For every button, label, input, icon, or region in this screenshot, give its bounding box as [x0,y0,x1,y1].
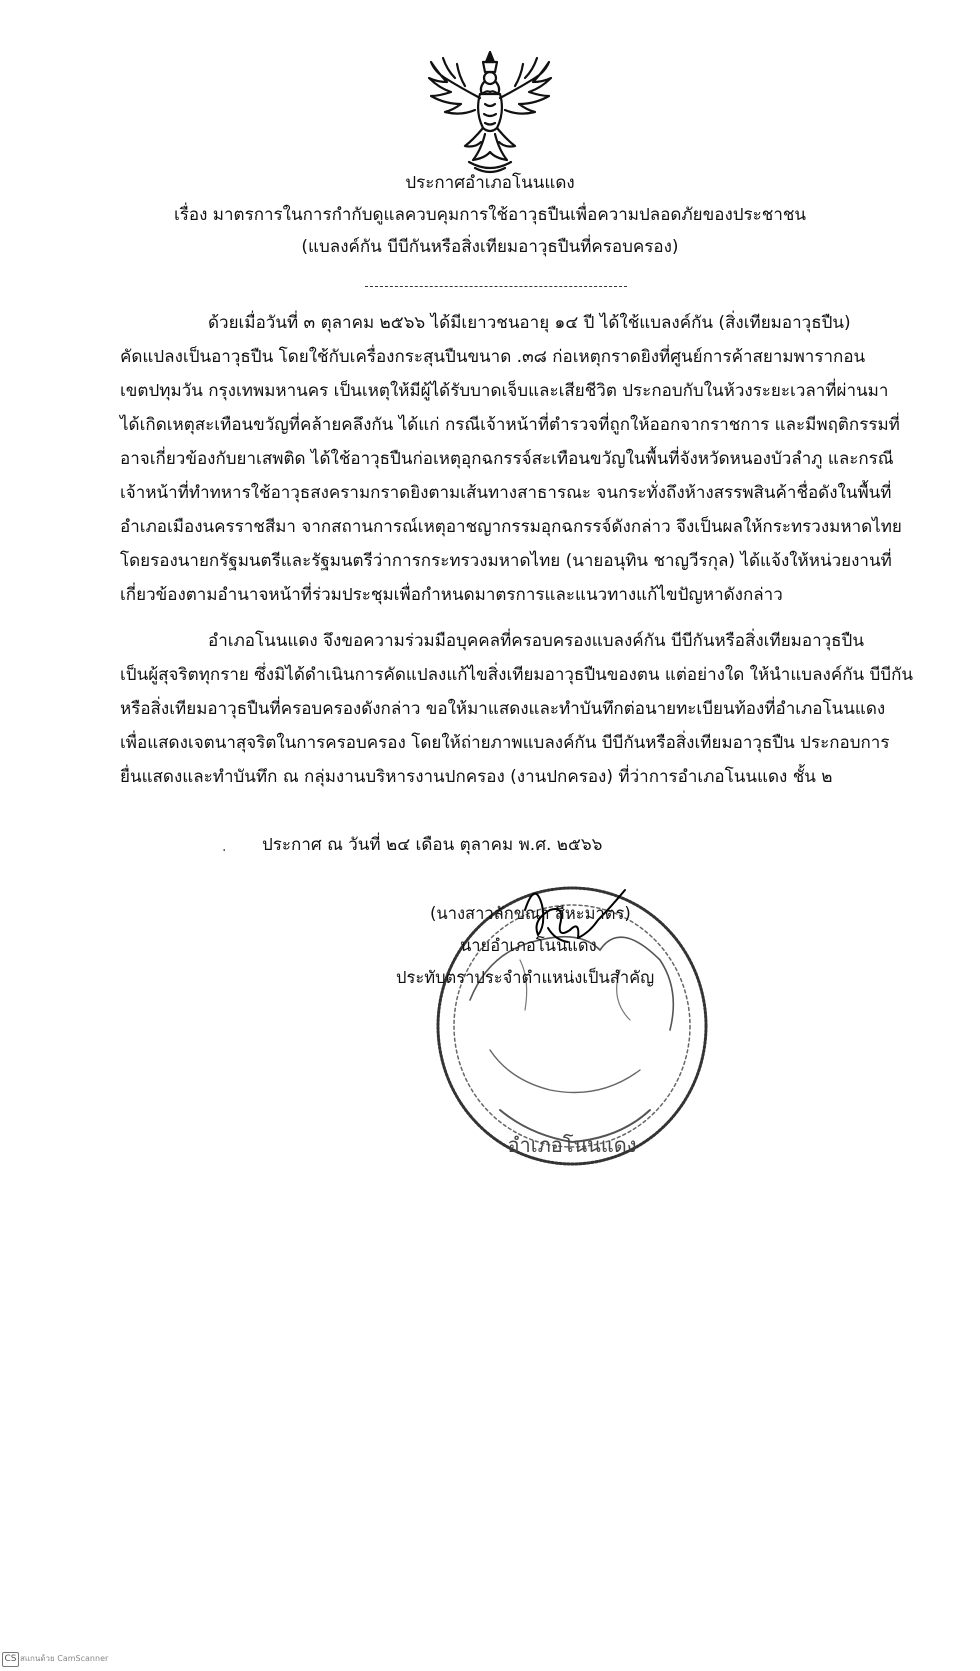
paragraph-line: อำเภอเมืองนครราชสีมา จากสถานการณ์เหตุอาชญากรรมอุกฉกรรจ์ดังกล่าว จึงเป็นผลให้กระทรวงมหาดไทย [120,517,902,537]
signatory-position: นายอำเภอโนนแดง [460,936,597,955]
paragraph-line: อำเภอโนนแดง จึงขอความร่วมมือบุคคลที่ครอบครองแบลงค์กัน บีบีกันหรือสิ่งเทียมอาวุธปืน [208,631,864,651]
paragraph-line: โดยรองนายกรัฐมนตรีและรัฐมนตรีว่าการกระทรวงมหาดไทย (นายอนุทิน ชาญวีรกุล) ได้แจ้งให้หน่วยงานที่ [120,551,892,571]
signatory-name: (นางสาวลักขณา สีหะมาตร) [430,904,631,923]
paragraph-line: ได้เกิดเหตุสะเทือนขวัญที่คล้ายคลึงกัน ได้แก่ กรณีเจ้าหน้าที่ตำรวจที่ถูกให้ออกจากราชการ และมีพฤติกรรมที่ [120,415,900,435]
paragraph-line: อาจเกี่ยวข้องกับยาเสพติด ได้ใช้อาวุธปืนก่อเหตุอุกฉกรรจ์สะเทือนขวัญในพื้นที่จังหวัดหนองบัวลำภู และกรณี [120,449,894,469]
document-title: ประกาศอำเภอโนนแดง [405,173,575,193]
paragraph-line: ด้วยเมื่อวันที่ ๓ ตุลาคม ๒๕๖๖ ได้มีเยาวชนอายุ ๑๔ ปี ได้ใช้แบลงค์กัน (สิ่งเทียมอาวุธปืน) [208,313,851,333]
document-subject: เรื่อง มาตรการในการกำกับดูแลควบคุมการใช้อาวุธปืนเพื่อความปลอดภัยของประชาชน [173,205,807,225]
announce-date: ประกาศ ณ วันที่ ๒๔ เดือน ตุลาคม พ.ศ. ๒๕๖๖ [262,835,603,855]
document-subject-paren: (แบลงค์กัน บีบีกันหรือสิ่งเทียมอาวุธปืนที่ครอบครอง) [301,237,679,257]
paragraph-line: เขตปทุมวัน กรุงเทพมหานคร เป็นเหตุให้มีผู้ได้รับบาดเจ็บและเสียชีวิต ประกอบกับในห้วงระยะเวลาที่ผ่านมา [120,381,889,401]
separator-rule [365,286,627,287]
garuda-emblem-icon [425,48,555,176]
seal-text: อำเภอโนนแดง [507,1133,637,1157]
scan-speck: · [222,843,227,859]
paragraph-line: เพื่อแสดงเจตนาสุจริตในการครอบครอง โดยให้ถ่ายภาพแบลงค์กัน บีบีกันหรือสิ่งเทียมอาวุธปืน ประกอบการ [120,733,890,753]
camscanner-caption: สแกนด้วย CamScanner [20,1654,109,1663]
paragraph-line: เจ้าหน้าที่ทำทหารใช้อาวุธสงครามกราดยิงตามเส้นทางสาธารณะ จนกระทั่งถึงห้างสรรพสินค้าชื่อดังในพื้นที่ [120,483,892,503]
paragraph-line: หรือสิ่งเทียมอาวุธปืนที่ครอบครองดังกล่าว ขอให้มาแสดงและทำบันทึกต่อนายทะเบียนท้องที่อำเภอโนนแดง [120,699,886,719]
seal-note: ประทับตราประจำตำแหน่งเป็นสำคัญ [396,968,655,987]
paragraph-line: เกี่ยวข้องตามอำนาจหน้าที่ร่วมประชุมเพื่อกำหนดมาตรการและแนวทางแก้ไขปัญหาดังกล่าว [120,585,783,605]
camscanner-logo-icon: CS [2,1652,19,1667]
paragraph-line: คัดแปลงเป็นอาวุธปืน โดยใช้กับเครื่องกระสุนปืนขนาด .๓๘ ก่อเหตุกราดยิงที่ศูนย์การค้าสยามพารากอน [120,347,866,367]
paragraph-line: เป็นผู้สุจริตทุกราย ซึ่งมิได้ดำเนินการคัดแปลงแก้ไขสิ่งเทียมอาวุธปืนของตน แต่อย่างใด ให้นำแบลงค์กัน บีบีกัน [120,665,914,685]
paragraph-line: ยื่นแสดงและทำบันทึก ณ กลุ่มงานบริหารงานปกครอง (งานปกครอง) ที่ว่าการอำเภอโนนแดง ชั้น ๒ [120,767,833,787]
